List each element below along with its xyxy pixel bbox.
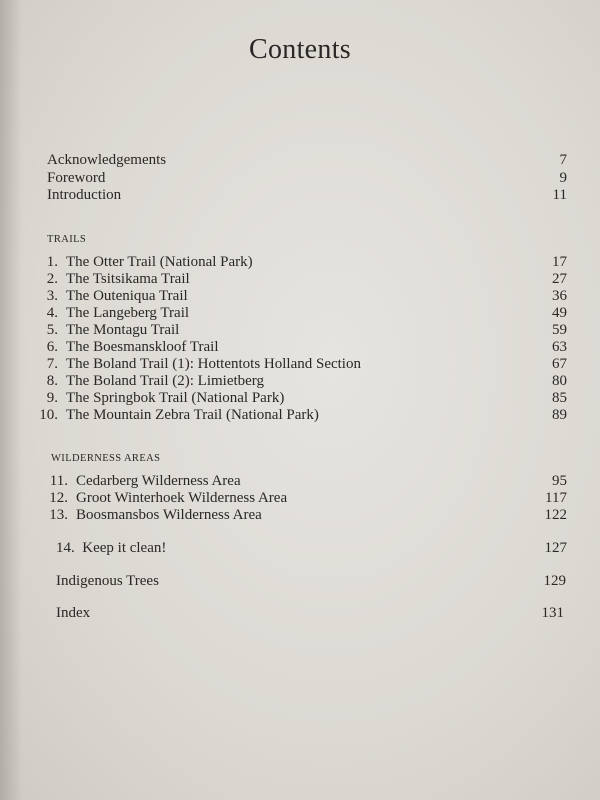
toc-entry-number: 10. [39, 407, 58, 423]
toc-entry-label: The Langeberg Trail [66, 305, 190, 321]
toc-entry-number: 11. [49, 473, 68, 489]
toc-entry-page: 89 [552, 407, 567, 423]
toc-entry-page: 59 [552, 322, 567, 338]
toc-entry-page: 131 [541, 605, 564, 621]
toc-entry-label: 14. Keep it clean! [56, 540, 167, 556]
toc-entry-number: 3. [46, 288, 58, 304]
toc-entry [32, 253, 567, 271]
section-heading-trails: TRAILS [47, 234, 87, 245]
page-title: Contents [249, 34, 351, 65]
toc-entry-number: 12. [49, 490, 68, 506]
toc-entry-label: Boosmansbos Wilderness Area [76, 507, 262, 523]
toc-entry-page: 27 [552, 271, 567, 287]
toc-entry-page: 17 [552, 254, 567, 270]
toc-entry [32, 389, 567, 407]
toc-entry-number: 9. [46, 390, 58, 406]
toc-entry [32, 321, 567, 339]
toc-entry-number: 7. [46, 356, 58, 372]
toc-entry [32, 406, 567, 424]
page-gutter-shadow [0, 0, 22, 800]
toc-entry-label: Introduction [47, 187, 122, 203]
toc-entry [32, 372, 567, 390]
toc-entry-number: 8. [46, 373, 58, 389]
toc-entry-number: 2. [46, 271, 58, 287]
toc-entry-label: The Boland Trail (1): Hottentots Holland Section [66, 356, 361, 372]
toc-entry-page: 85 [552, 390, 567, 406]
toc-entry [32, 287, 567, 305]
toc-entry-page: 127 [544, 540, 567, 556]
toc-entry-label: Indigenous Trees [56, 573, 159, 589]
toc-entry-number: 4. [46, 305, 58, 321]
toc-entry-label: The Boland Trail (2): Limietberg [66, 373, 265, 389]
toc-entry-label: Acknowledgements [47, 152, 167, 168]
toc-entry [47, 169, 567, 187]
toc-entry-page: 80 [552, 373, 567, 389]
toc-entry [42, 506, 567, 524]
toc-entry-page: 11 [552, 187, 567, 203]
toc-entry [56, 604, 564, 622]
toc-entry-label: The Boesmanskloof Trail [66, 339, 219, 355]
toc-entry-page: 129 [543, 573, 566, 589]
toc-entry-page: 95 [552, 473, 567, 489]
toc-entry [47, 186, 567, 204]
toc-entry-page: 9 [559, 170, 567, 186]
section-heading-wilderness: WILDERNESS AREAS [51, 453, 161, 464]
toc-entry [32, 304, 567, 322]
toc-entry-label: The Springbok Trail (National Park) [66, 390, 285, 406]
toc-entry-number: 1. [46, 254, 58, 270]
toc-entry-label: Groot Winterhoek Wilderness Area [76, 490, 288, 506]
toc-entry-page: 7 [559, 152, 567, 168]
toc-entry-label: The Outeniqua Trail [66, 288, 188, 304]
toc-entry-page: 63 [552, 339, 567, 355]
toc-entry-label: The Montagu Trail [66, 322, 180, 338]
toc-entry-label: The Mountain Zebra Trail (National Park) [66, 407, 319, 423]
toc-entry-number: 13. [49, 507, 68, 523]
toc-entry-page: 49 [552, 305, 567, 321]
toc-entry [32, 270, 567, 288]
toc-entry-number: 5. [46, 322, 58, 338]
toc-entry [42, 489, 567, 507]
toc-entry-page: 67 [552, 356, 567, 372]
toc-entry-page: 36 [552, 288, 567, 304]
toc-entry-label: Foreword [47, 170, 106, 186]
toc-entry-page: 117 [545, 490, 567, 506]
toc-entry-number: 6. [46, 339, 58, 355]
toc-entry-page: 122 [544, 507, 567, 523]
toc-entry [32, 338, 567, 356]
toc-entry [56, 572, 566, 590]
toc-entry-label: Index [56, 605, 91, 621]
toc-entry [47, 151, 567, 169]
toc-entry [42, 472, 567, 490]
toc-entry-label: The Tsitsikama Trail [66, 271, 190, 287]
toc-entry-label: Cedarberg Wilderness Area [76, 473, 241, 489]
toc-entry [56, 539, 567, 557]
toc-entry [32, 355, 567, 373]
toc-entry-label: The Otter Trail (National Park) [66, 254, 253, 270]
